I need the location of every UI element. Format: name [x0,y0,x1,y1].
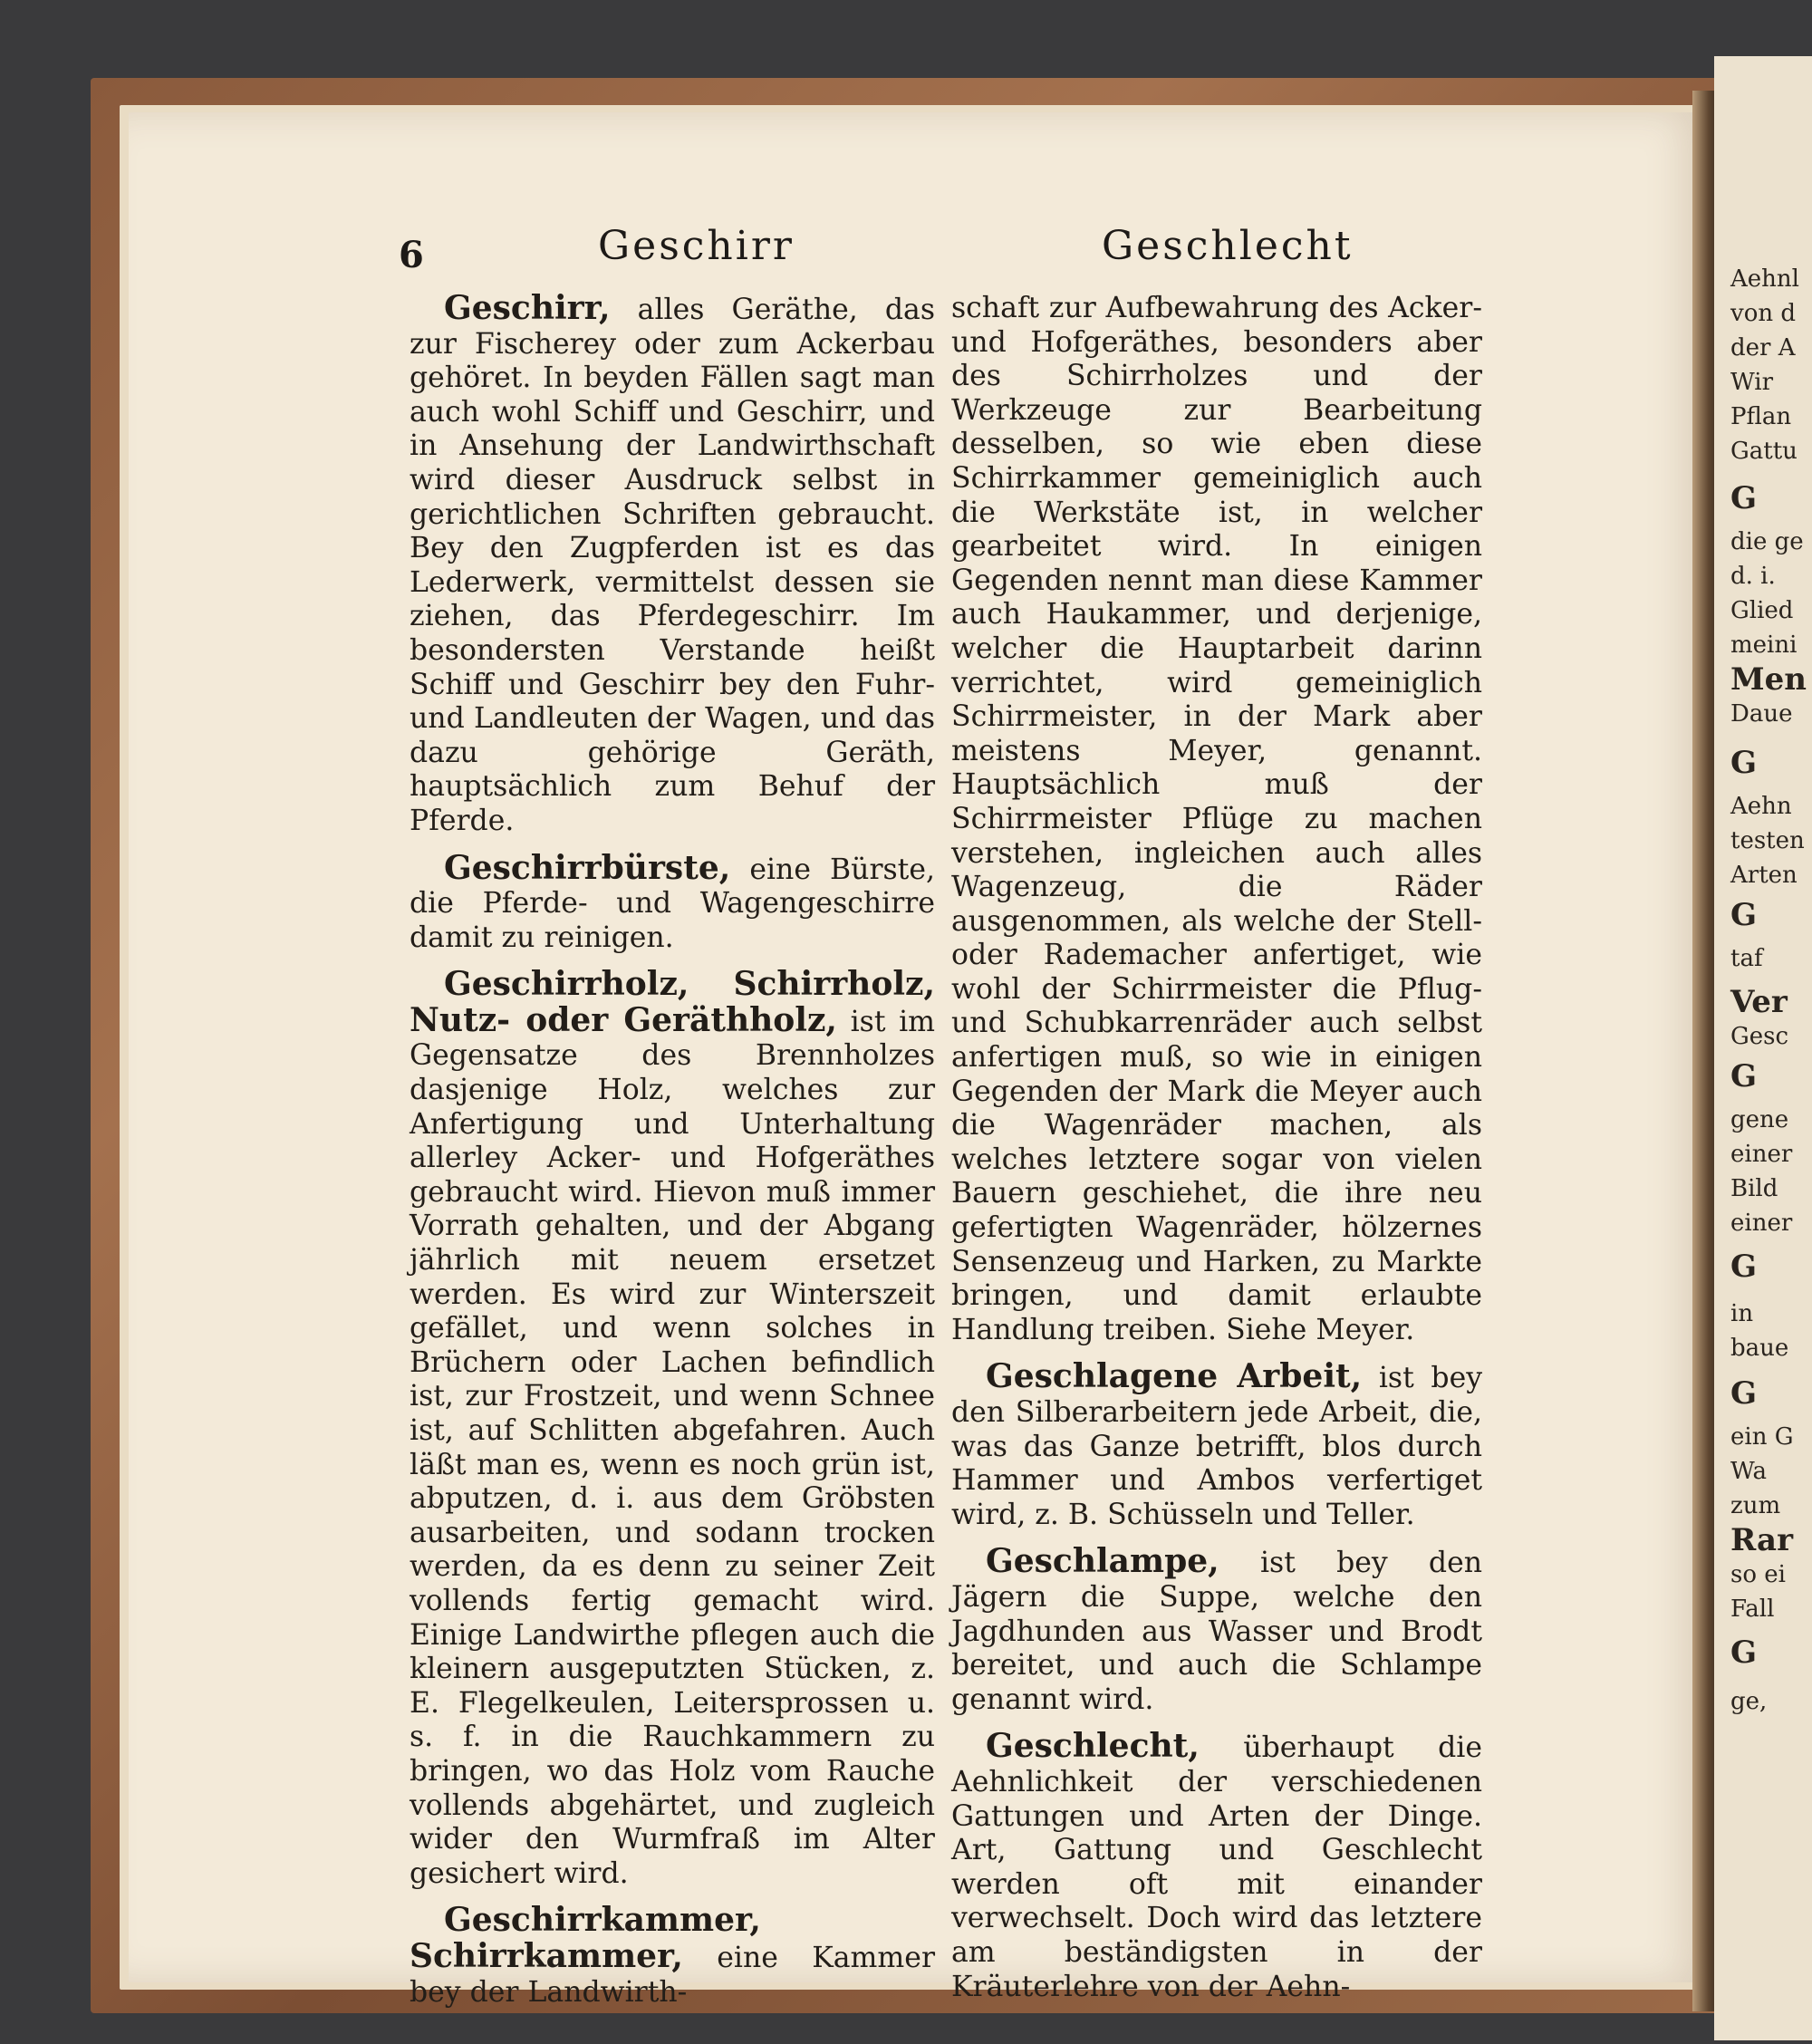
facing-page-fragment: G [1730,1634,1758,1671]
entry-text: ist im Gegensatze des Brennholzes dasjenige Holz, welches zur Anfertigung und Unterhaltung allerley Acker- und Hofgeräthes gebraucht wird. Hievon muß immer Vorrath gehalten, und der Abgang jährlich mit neuem ersetzet werden. Es wird zur Winterszeit gefället, und wenn solches in Brüchern oder Lachen befindlich ist, zur Frostzeit, und wenn Schnee ist, auf Schlitten abgefahren. Auch läßt man es, wenn es noch grün ist, abputzen, d. i. aus dem Gröbsten ausarbeiten, und sodann trocken werden, da es denn zu seiner Zeit vollends fertig gemacht wird. Einige Landwirthe pflegen auch die kleinern ausgeputzten Stücken, z. E. Flegelkeulen, Leitersprossen u. s. f. in die Rauchkammern zu bringen, wo das Holz vom Rauche vollends abgehärtet, und zugleich wider den Wurmfraß im Alter gesichert wird. [410,1005,936,1890]
facing-page-fragment: Bild [1730,1175,1778,1202]
facing-page-fragment: G [1730,1058,1758,1094]
facing-page-fragment: in [1730,1300,1754,1327]
facing-page-fragment: G [1730,480,1758,516]
facing-page-fragment: G [1730,1375,1758,1412]
entry-term: Geschirrbürste, [444,848,731,887]
entry-term: Geschirrholz, Schirrholz, Nutz- oder Geräthholz, [410,965,935,1039]
facing-page-fragment: so ei [1730,1561,1786,1588]
facing-page-fragment: meini [1730,632,1798,659]
facing-page-fragment: Rar [1730,1522,1793,1558]
facing-page-fragment: Wir [1730,369,1774,396]
facing-page-fragment: der A [1730,334,1796,362]
entry-text: eine Kammer bey der Landwirth- [410,1941,935,2009]
entry-geschirrkammer [410,1901,935,2010]
facing-page-fragment: G [1730,897,1758,933]
entry-geschlagene-arbeit [951,1357,1483,1532]
facing-page-fragment: Aehn [1730,793,1792,820]
facing-page-fragment: Glied [1730,597,1794,624]
entry-text: ist bey den Jägern die Suppe, welche den Jagdhunden aus Wasser und Brodt bereitet, und auch die Schlampe genannt wird. [951,1547,1482,1716]
facing-page-fragment: einer [1730,1210,1793,1237]
facing-page-fragment: Aehnl [1730,265,1799,293]
facing-page-fragment: einer [1730,1141,1793,1168]
entry-geschlampe [951,1542,1482,1717]
entry-geschlecht [951,1727,1482,2004]
facing-page-fragment: Arten [1730,862,1798,889]
entry-geschirrkammer-continued [951,292,1482,1347]
facing-page-fragment: Ver [1730,984,1788,1020]
entry-text: ist bey den Silberarbeitern jede Arbeit, die, was das Ganze betrifft, blos durch Hammer und Ambos verfertiget wird, z. B. Schüsseln und Teller. [951,1362,1483,1531]
facing-page-fragment: ge, [1730,1688,1768,1715]
page-number: 6 [399,234,424,276]
facing-page-fragment: Wa [1730,1458,1767,1485]
facing-page-fragment: von d [1730,300,1796,327]
facing-page-fragment: ein G [1730,1423,1794,1451]
facing-page-fragment: testen [1730,827,1805,854]
entry-term: Geschlampe, [986,1542,1219,1581]
facing-page-fragment: Men [1730,661,1807,698]
facing-page-fragment: Daue [1730,700,1793,728]
entry-text: überhaupt die Aehnlichkeit der verschiedenen Gattungen und Arten der Dinge. Art, Gattung und Geschlecht werden oft mit einander verwechselt. Doch wird das letztere am beständigsten in der Kräuterlehre von der Aehn- [951,1731,1482,2003]
facing-page-fragment: zum [1730,1492,1781,1519]
facing-page-fragment: Fall [1730,1596,1775,1623]
right-text-column [951,292,1482,2017]
left-text-column [410,289,936,2022]
facing-page-fragment: Gattu [1730,438,1798,465]
running-head-right: Geschlecht [1102,223,1354,269]
running-head-left: Geschirr [598,223,795,269]
entry-text: eine Bürste, die Pferde- und Wagengeschirre damit zu reinigen. [410,853,935,954]
facing-page-fragment: die ge [1730,528,1804,555]
facing-page-fragment: gene [1730,1106,1789,1133]
entry-geschirrholz [410,965,936,1891]
entry-geschirrbuerste [410,848,935,956]
facing-page-fragment: baue [1730,1335,1789,1362]
entry-term: Geschirrkammer, Schirrkammer, [410,1901,761,1975]
facing-page-fragment: taf [1730,945,1763,972]
entry-term: Geschlagene Arbeit, [986,1357,1363,1396]
facing-page-fragment: Pflan [1730,403,1792,430]
entry-term: Geschirr, [444,289,611,327]
entry-term: Geschlecht, [986,1727,1200,1766]
facing-page-fragment: Gesc [1730,1023,1789,1050]
facing-page-fragment: d. i. [1730,563,1776,590]
entry-text: schaft zur Aufbewahrung des Acker- und Hofgeräthes, besonders aber des Schirrholzes und der Werkzeuge zur Bearbeitung desselben, so wie eben diese Schirrkammer gemeiniglich auch die Werkstäte ist, in welcher gearbeitet wird. In einigen Gegenden nennt man diese Kammer auch Haukammer, und derjenige, welcher die Hauptarbeit darinn verrichtet, wird gemeiniglich Schirrmeister, in der Mark aber meistens Meyer, genannt. Hauptsächlich muß der Schirrmeister Pflüge zu machen verstehen, ingleichen auch alles Wagenzeug, die Räder ausgenommen, als welche der Stell- oder Rademacher anfertiget, wie wohl der Schirrmeister die Pflug- und Schubkarrenräder auch selbst anfertigen muß, so wie in einigen Gegenden der Mark die Meyer auch die Wagenräder machen, als welches letztere sogar von vielen Bauern geschiehet, die ihre neu gefertigten Wagenräder, hölzernes Sensenzeug und Harken, zu Markte bringen, und damit erlaubte Handlung treiben. Siehe Meyer. [951,292,1482,1346]
facing-page-fragment: G [1730,1249,1758,1285]
entry-geschirr [410,289,935,839]
facing-page-fragment: G [1730,745,1758,781]
entry-text: alles Geräthe, das zur Fischerey oder zum Ackerbau gehöret. In beyden Fällen sagt man auch wohl Schiff und Geschirr, und in Ansehung der Landwirthschaft wird dieser Ausdruck selbst in gerichtlichen Schriften gebraucht. Bey den Zugpferden ist es das Lederwerk, vermittelst dessen sie ziehen, das Pferdegeschirr. Im besondersten Verstande heißt Schiff und Geschirr bey den Fuhr- und Landleuten der Wagen, und das dazu gehörige Geräth, hauptsächlich zum Behuf der Pferde. [410,294,935,837]
